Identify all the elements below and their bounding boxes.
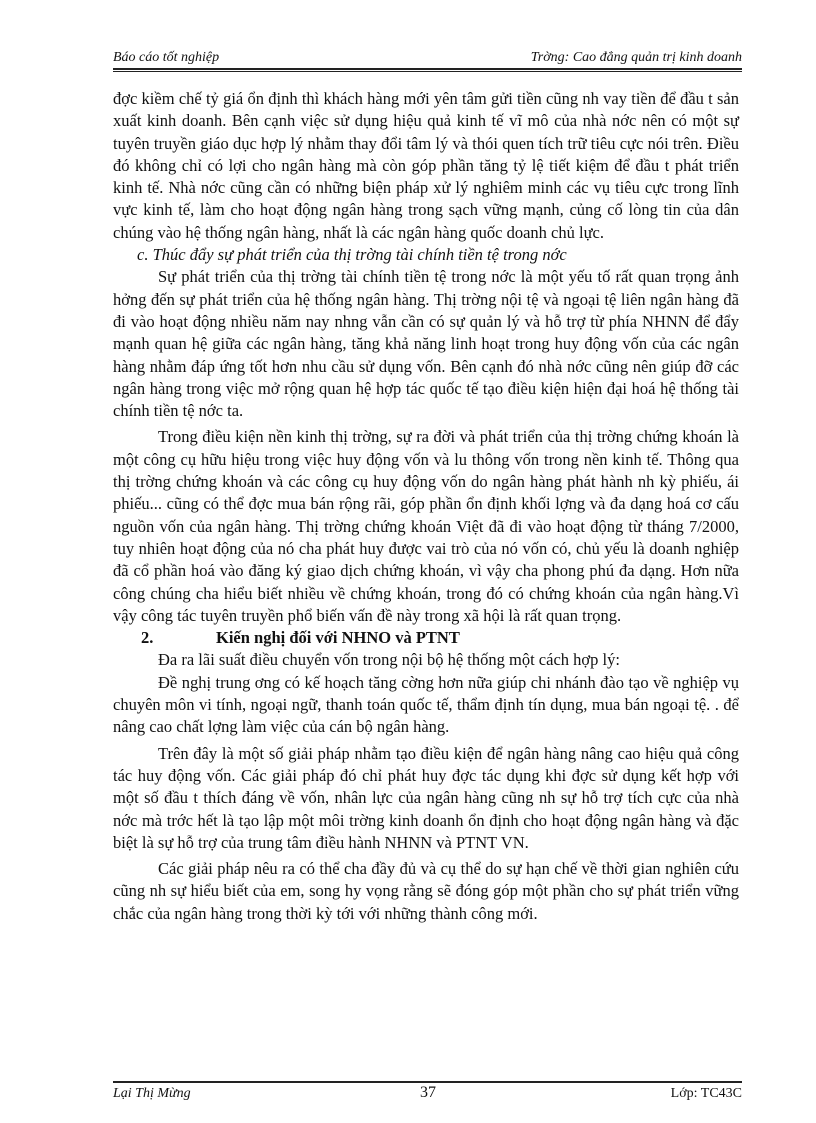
paragraph-stock-market: Trong điều kiện nền kinh thị trờng, sự ra đời và phát triển của thị trờng chứng khoán là một công cụ hữu hiệu trong việc huy động vốn và lu thông vốn trong nền kinh tế. Thông qua thị trờng chứng khoán và các công cụ huy động vốn do ngân hàng phát hành nh kỳ phiếu, ái phiếu... cũng có thể đợc mua bán rộng rãi, góp phần ổn định khối lợng và đa dạng hoá cơ cấu nguồn vốn của ngân hàng. Thị trờng chứng khoán Việt đã đi vào hoạt động từ tháng 7/2000, tuy nhiên hoạt động của nó cha phát huy được vai trò của nó vốn có, chủ yếu là doanh nghiệp đã cổ phần hoá vào đăng ký giao dịch chứng khoán, vì vậy cha phong phú đa dạng. Hơn nữa công chúng cha hiểu biết nhiều về chứng khoán, trong đó có chứng khoán của ngân hàng.Vì vậy công tác tuyên truyền phổ biến vấn đề này trong xã hội là rất quan trọng. — [113, 427, 739, 625]
subsection-c-heading: c. Thúc đẩy sự phát triển của thị trờng tài chính tiền tệ trong nớc — [137, 245, 567, 265]
header-rule — [113, 68, 742, 70]
section-2-heading — [113, 627, 739, 649]
paragraph-summary: Trên đây là một số giải pháp nhằm tạo điều kiện để ngân hàng nâng cao hiệu quả công tác huy động vốn. Các giải pháp đó chỉ phát huy đợc tác dụng khi đợc sử dụng kết hợp với một số đầu t thích đáng về vốn, nhân lực của ngân hàng cũng nh sự hỗ trợ tích cực của nhà nớc mà trớc hết là tạo lập một môi trờng kinh doanh ổn định cho hoạt động ngân hàng và đặc biệt là sự hỗ trợ của trung tâm điều hành NHNN và PTNT VN. — [113, 743, 739, 852]
footer-class: Lớp: TC43C — [670, 1086, 742, 1101]
page-footer — [113, 1086, 742, 1106]
section-number: 2. — [141, 628, 154, 648]
paragraph-conclusion: Các giải pháp nêu ra có thể cha đầy đủ và cụ thể do sự hạn chế về thời gian nghiên cứu cũng nh sự hiểu biết của em, song hy vọng rằng sẽ đóng góp một phần cho sự phát triển vững chắc của ngân hàng trong thời kỳ tới với những thành công mới. — [113, 859, 739, 923]
document-body — [113, 88, 739, 925]
paragraph-continued: đợc kiềm chế tỷ giá ổn định thì khách hàng mới yên tâm gửi tiền cũng nh vay tiền để đầu t sản xuất kinh doanh. Bên cạnh việc sử dụng hiệu quả kinh tế vĩ mô của nhà nớc nên có một sự tuyên truyền giáo dục hợp lý nhằm thay đổi tâm lý và thói quen tích trữ tiêu cực nói trên. Điều đó không chỉ có lợi cho ngân hàng mà còn góp phần tăng tỷ lệ tiết kiệm để đầu t phát triển kinh tế. Nhà nớc cũng cần có những biện pháp xử lý nghiêm minh các vụ tiêu cực trong lĩnh vực kinh tế, làm cho hoạt động ngân hàng trong sạch vững mạnh, củng cố lòng tin của dân chúng vào hệ thống ngân hàng, nhất là các ngân hàng quốc doanh chủ lực. — [113, 89, 739, 242]
paragraph-training-proposal: Đề nghị trung ơng có kế hoạch tăng cờng hơn nữa giúp chi nhánh đào tạo về nghiệp vụ chuyên môn vi tính, ngoại ngữ, thanh toán quốc tế, thẩm định tín dụng, mua bán ngoại tệ. . để nâng cao chất lợng làm việc của cán bộ ngân hàng. — [113, 672, 739, 737]
footer-rule — [113, 1081, 742, 1083]
page-header — [113, 50, 742, 68]
header-rule-thin — [113, 71, 742, 72]
page-number: 37 — [420, 1084, 436, 1101]
section-title: Kiến nghị đối với NHNO và PTNT — [216, 628, 460, 648]
paragraph-market-development: Sự phát triển của thị trờng tài chính tiền tệ trong nớc là một yếu tố rất quan trọng ảnh hởng đến sự phát triển của hệ thống ngân hàng. Thị trờng nội tệ và ngoại tệ liên ngân hàng đã đi vào hoạt động nhiều năm nay nhng vẫn cần có sự quản lý và hỗ trợ từ phía NHNN để đẩy mạnh quan hệ giữa các ngân hàng, tăng khả năng linh hoạt trong huy động vốn của các ngân hàng nhằm đáp ứng tốt hơn nhu cầu sử dụng vốn. Bên cạnh đó nhà nớc cũng nên giúp đỡ các ngân hàng trong việc mở rộng quan hệ hợp tác quốc tế tạo điều kiện hiện đại hoá hệ thống tài chính tiền tệ nớc ta. — [113, 267, 739, 421]
paragraph-interest-rate: Đa ra lãi suất điều chuyển vốn trong nội bộ hệ thống một cách hợp lý: — [158, 650, 620, 670]
header-school-name: Trờng: Cao đẳng quản trị kinh doanh — [530, 50, 742, 65]
footer-author: Lại Thị Mừng — [113, 1086, 191, 1101]
header-report-title: Báo cáo tốt nghiệp — [113, 50, 220, 65]
